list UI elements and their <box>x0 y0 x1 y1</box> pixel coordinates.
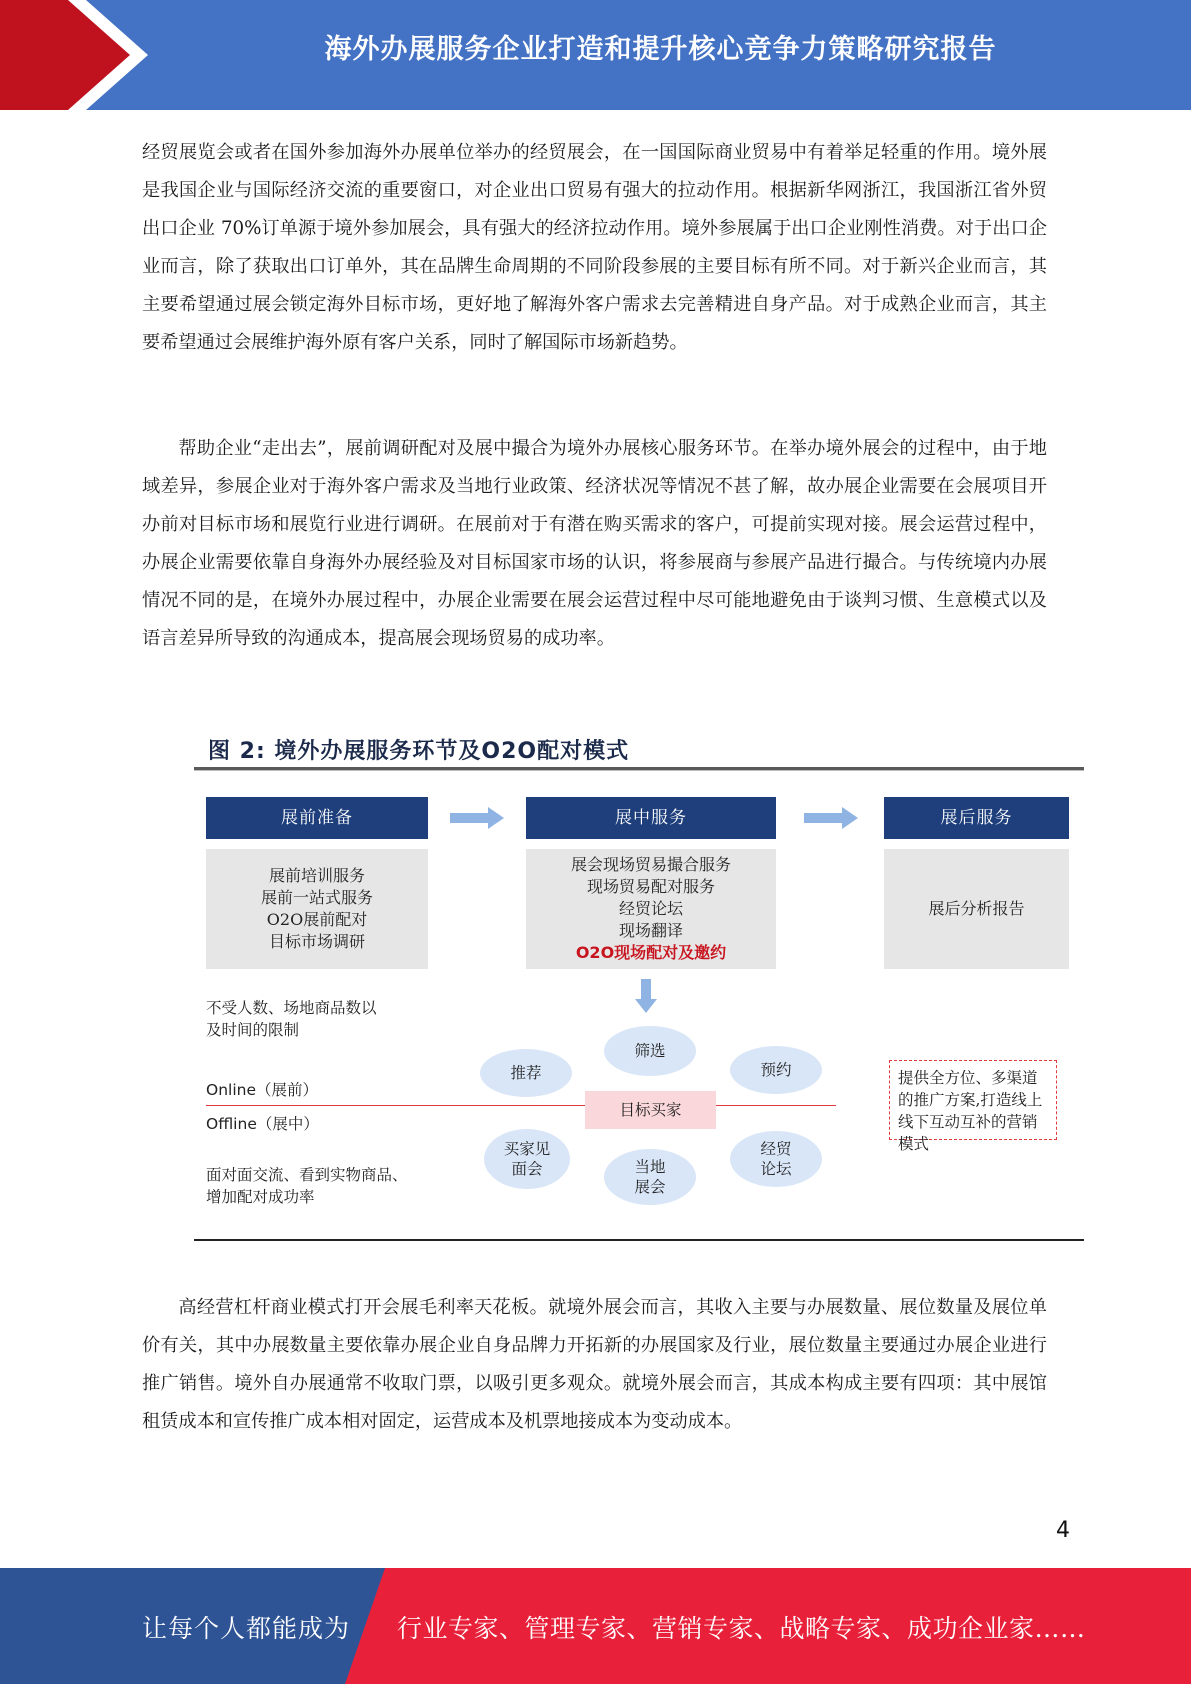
offline-note-line: 面对面交流、看到实物商品、 <box>206 1166 408 1184</box>
online-note <box>206 997 377 1041</box>
ellipse-trade-forum: 经贸论坛 <box>730 1131 822 1187</box>
ellipse-screen: 筛选 <box>604 1026 696 1076</box>
stage-during-show-item: 现场翻译 <box>618 921 683 940</box>
stage-during-show-item: 经贸论坛 <box>618 899 683 918</box>
stage-pre-show-item: 展前培训服务 <box>268 866 365 885</box>
figure-title: 图 2: 境外办展服务环节及O2O配对模式 <box>208 739 630 764</box>
figure-o2o-service-diagram <box>192 726 1085 1241</box>
right-arrow-icon <box>450 807 504 829</box>
stage-during-show-highlight: O2O现场配对及邀约 <box>575 943 727 962</box>
marketing-side-note: 提供全方位、多渠道的推广方案,打造线上线下互动互补的营销模式 <box>889 1060 1057 1140</box>
page-footer <box>0 1568 1191 1684</box>
stage-pre-show-item: 展前一站式服务 <box>260 888 373 907</box>
stage-post-show-body <box>884 849 1069 969</box>
figure-bottom-rule <box>194 1239 1084 1241</box>
online-note-line: 及时间的限制 <box>206 1021 300 1039</box>
online-note-line: 不受人数、场地商品数以 <box>206 999 377 1017</box>
offline-label: Offline（展中） <box>206 1115 319 1133</box>
ellipse-buyer-meeting: 买家见面会 <box>484 1129 570 1189</box>
stage-during-show-item: 展会现场贸易撮合服务 <box>570 855 731 874</box>
ellipse-appointment: 预约 <box>730 1046 822 1094</box>
offline-note-line: 增加配对成功率 <box>206 1188 315 1206</box>
body-paragraph-1: 经贸展览会或者在国外参加海外办展单位举办的经贸展会，在一国国际商业贸易中有着举足轻重的作用。境外展是我国企业与国际经济交流的重要窗口，对企业出口贸易有强大的拉动作用。根据新华网浙江，我国浙江省外贸出口企业 70%订单源于境外参加展会，具有强大的经济拉动作用。境外参展属于出口企业刚性消费。对于出口企业而言，除了获取出口订单外，其在品牌生命周期的不同阶段参展的主要目标有所不同。对于新兴企业而言，其主要希望通过展会锁定海外目标市场，更好地了解海外客户需求去完善精进自身产品。对于成熟企业而言，其主要希望通过会展维护海外原有客户关系，同时了解国际市场新趋势。 <box>142 142 1047 353</box>
online-offline-divider <box>206 1105 836 1106</box>
body-paragraph-2: 帮助企业“走出去”，展前调研配对及展中撮合为境外办展核心服务环节。在举办境外展会的过程中，由于地域差异，参展企业对于海外客户需求及当地行业政策、经济状况等情况不甚了解，故办展企业需要在会展项目开办前对目标市场和展览行业进行调研。在展前对于有潜在购买需求的客户，可提前实现对接。展会运营过程中，办展企业需要依靠自身海外办展经验及对目标国家市场的认识，将参展商与参展产品进行撮合。与传统境内办展情况不同的是，在境外办展过程中，办展企业需要在展会运营过程中尽可能地避免由于谈判习惯、生意模式以及语言差异所导致的沟通成本，提高展会现场贸易的成功率。 <box>142 438 1047 649</box>
page-number: 4 <box>1056 1518 1070 1543</box>
stage-pre-show-header: 展前准备 <box>206 797 428 839</box>
body-paragraph-3: 高经营杠杆商业模式打开会展毛利率天花板。就境外展会而言，其收入主要与办展数量、展位数量及展位单价有关，其中办展数量主要依靠办展企业自身品牌力开拓新的办展国家及行业，展位数量主要通过办展企业进行推广销售。境外自办展通常不收取门票，以吸引更多观众。就境外展会而言，其成本构成主要有四项：其中展馆租赁成本和宣传推广成本相对固定，运营成本及机票地接成本为变动成本。 <box>142 1297 1047 1432</box>
ellipse-local-show: 当地展会 <box>604 1149 696 1205</box>
footer-slogan-left: 让每个人都能成为 <box>142 1614 351 1643</box>
down-arrow-icon <box>635 979 657 1013</box>
offline-note <box>206 1164 408 1208</box>
online-label: Online（展前） <box>206 1081 318 1099</box>
target-buyer-box: 目标买家 <box>585 1091 716 1129</box>
ellipse-recommend: 推荐 <box>480 1049 572 1097</box>
figure-title-rule-secondary <box>194 770 1084 771</box>
right-arrow-icon <box>804 807 858 829</box>
stage-pre-show-body <box>206 849 428 969</box>
stage-post-show-header: 展后服务 <box>884 797 1069 839</box>
stage-during-show-item: 现场贸易配对服务 <box>586 877 715 896</box>
stage-during-show-header: 展中服务 <box>526 797 776 839</box>
stage-post-show-item: 展后分析报告 <box>928 899 1025 918</box>
page-header <box>0 0 1191 110</box>
stage-pre-show-item: 目标市场调研 <box>268 932 365 951</box>
report-title: 海外办展服务企业打造和提升核心竞争力策略研究报告 <box>324 34 997 65</box>
footer-slogan-right: 行业专家、管理专家、营销专家、战略专家、成功企业家…… <box>397 1614 1086 1643</box>
stage-pre-show-item: O2O展前配对 <box>266 910 368 929</box>
stage-during-show-body <box>526 849 776 969</box>
